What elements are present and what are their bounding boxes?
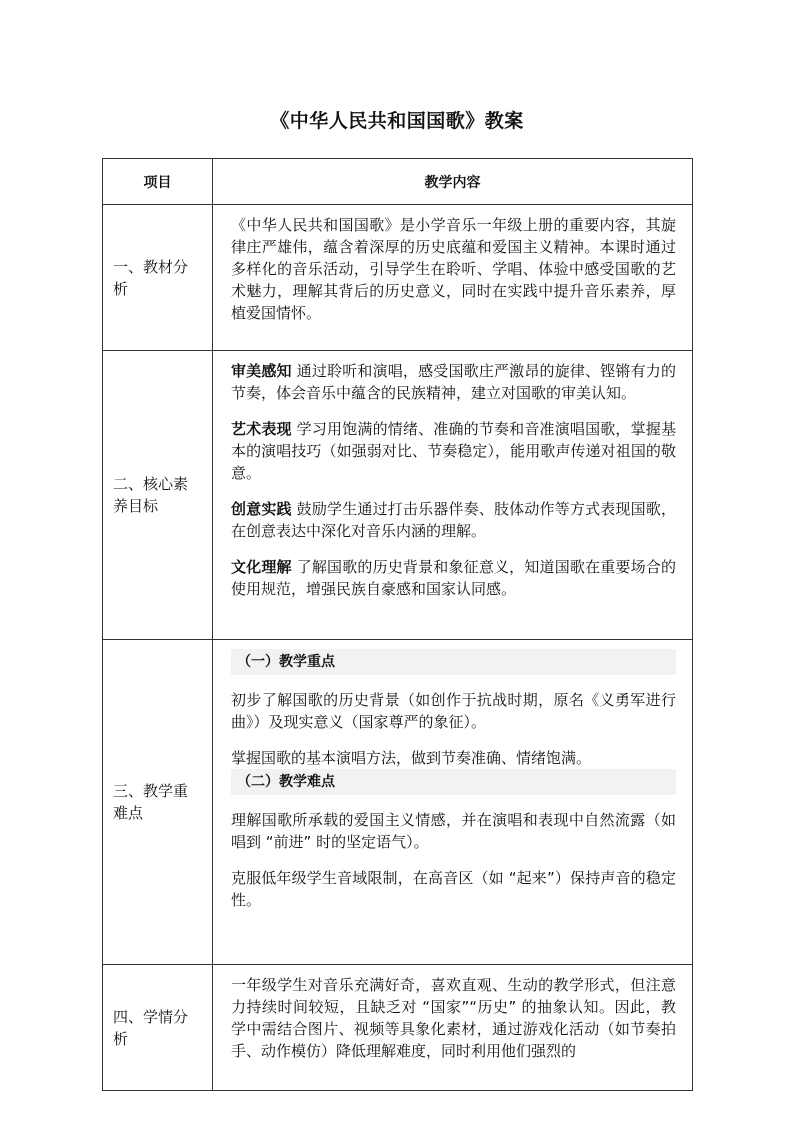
row-content-student-analysis [213,965,693,1091]
row-label-core-goals: 二、核心素养目标 [103,351,213,640]
goal-term: 审美感知 [231,362,292,380]
goal-text: 通过聆听和演唱，感受国歌庄严激昂的旋律、铿锵有力的节奏，体会音乐中蕴含的民族精神，建立对国歌的审美认知。 [231,362,676,402]
paragraph: 理解国歌所承载的爱国主义情感，并在演唱和表现中自然流露（如唱到 “前进” 时的坚定语气）。 [231,811,676,851]
paragraph: 掌握国歌的基本演唱方法，做到节奏准确、情绪饱满。 [231,749,592,767]
row-content-textbook-analysis [213,205,693,351]
paragraph: 初步了解国歌的历史背景（如创作于抗战时期，原名《义勇军进行曲》）及现实意义（国家尊严的象征）。 [231,691,676,731]
row-label-key-difficult: 三、教学重难点 [103,640,213,965]
goal-aesthetic [231,360,676,404]
table-row [103,205,693,351]
clipped-text-block [231,974,676,1070]
row-content-core-goals [213,351,693,640]
row-content-key-difficult [213,640,693,965]
document-title: 《中华人民共和国国歌》教案 [270,110,524,132]
table-row [103,640,693,965]
table-row [103,965,693,1091]
row-label-student-analysis: 四、学情分析 [103,965,213,1091]
header-content: 教学内容 [213,159,693,205]
paragraph: 克服低年级学生音域限制，在高音区（如 “起来”）保持声音的稳定性。 [231,869,676,909]
subheading-difficult-points: （二）教学难点 [231,769,676,795]
goal-term: 文化理解 [231,558,292,576]
goal-text: 学习用饱满的情绪、准确的节奏和音准演唱国歌，掌握基本的演唱技巧（如强弱对比、节奏稳定），能用歌声传递对祖国的敬意。 [231,420,676,482]
header-item: 项目 [103,159,213,205]
goal-creative-practice [231,498,676,542]
goal-term: 艺术表现 [231,420,292,438]
goal-text: 鼓励学生通过打击乐器伴奏、肢体动作等方式表现国歌，在创意表达中深化对音乐内涵的理解。 [231,500,676,540]
lesson-plan-table [102,158,693,1091]
goal-term: 创意实践 [231,500,292,518]
paragraph: 《中华人民共和国国歌》是小学音乐一年级上册的重要内容，其旋律庄严雄伟，蕴含着深厚的历史底蕴和爱国主义精神。本课时通过多样化的音乐活动，引导学生在聆听、学唱、体验中感受国歌的艺术魅力，理解其背后的历史意义，同时在实践中提升音乐素养，厚植爱国情怀。 [231,216,676,322]
goal-text: 了解国歌的历史背景和象征意义，知道国歌在重要场合的使用规范，增强民族自豪感和国家认同感。 [231,558,676,598]
table-row [103,351,693,640]
goal-cultural-understanding [231,556,676,600]
subheading-key-points: （一）教学重点 [231,649,676,675]
row-label-textbook-analysis: 一、教材分析 [103,205,213,351]
table-header-row [103,159,693,205]
goal-art-expression [231,418,676,484]
paragraph: 一年级学生对音乐充满好奇，喜欢直观、生动的教学形式，但注意力持续时间较短，且缺乏对 “国家”“历史” 的抽象认知。因此，教学中需结合图片、视频等具象化素材，通过游戏化活动（如节奏拍手、动作模仿）降低理解难度，同时利用他们强烈的 [231,976,676,1060]
